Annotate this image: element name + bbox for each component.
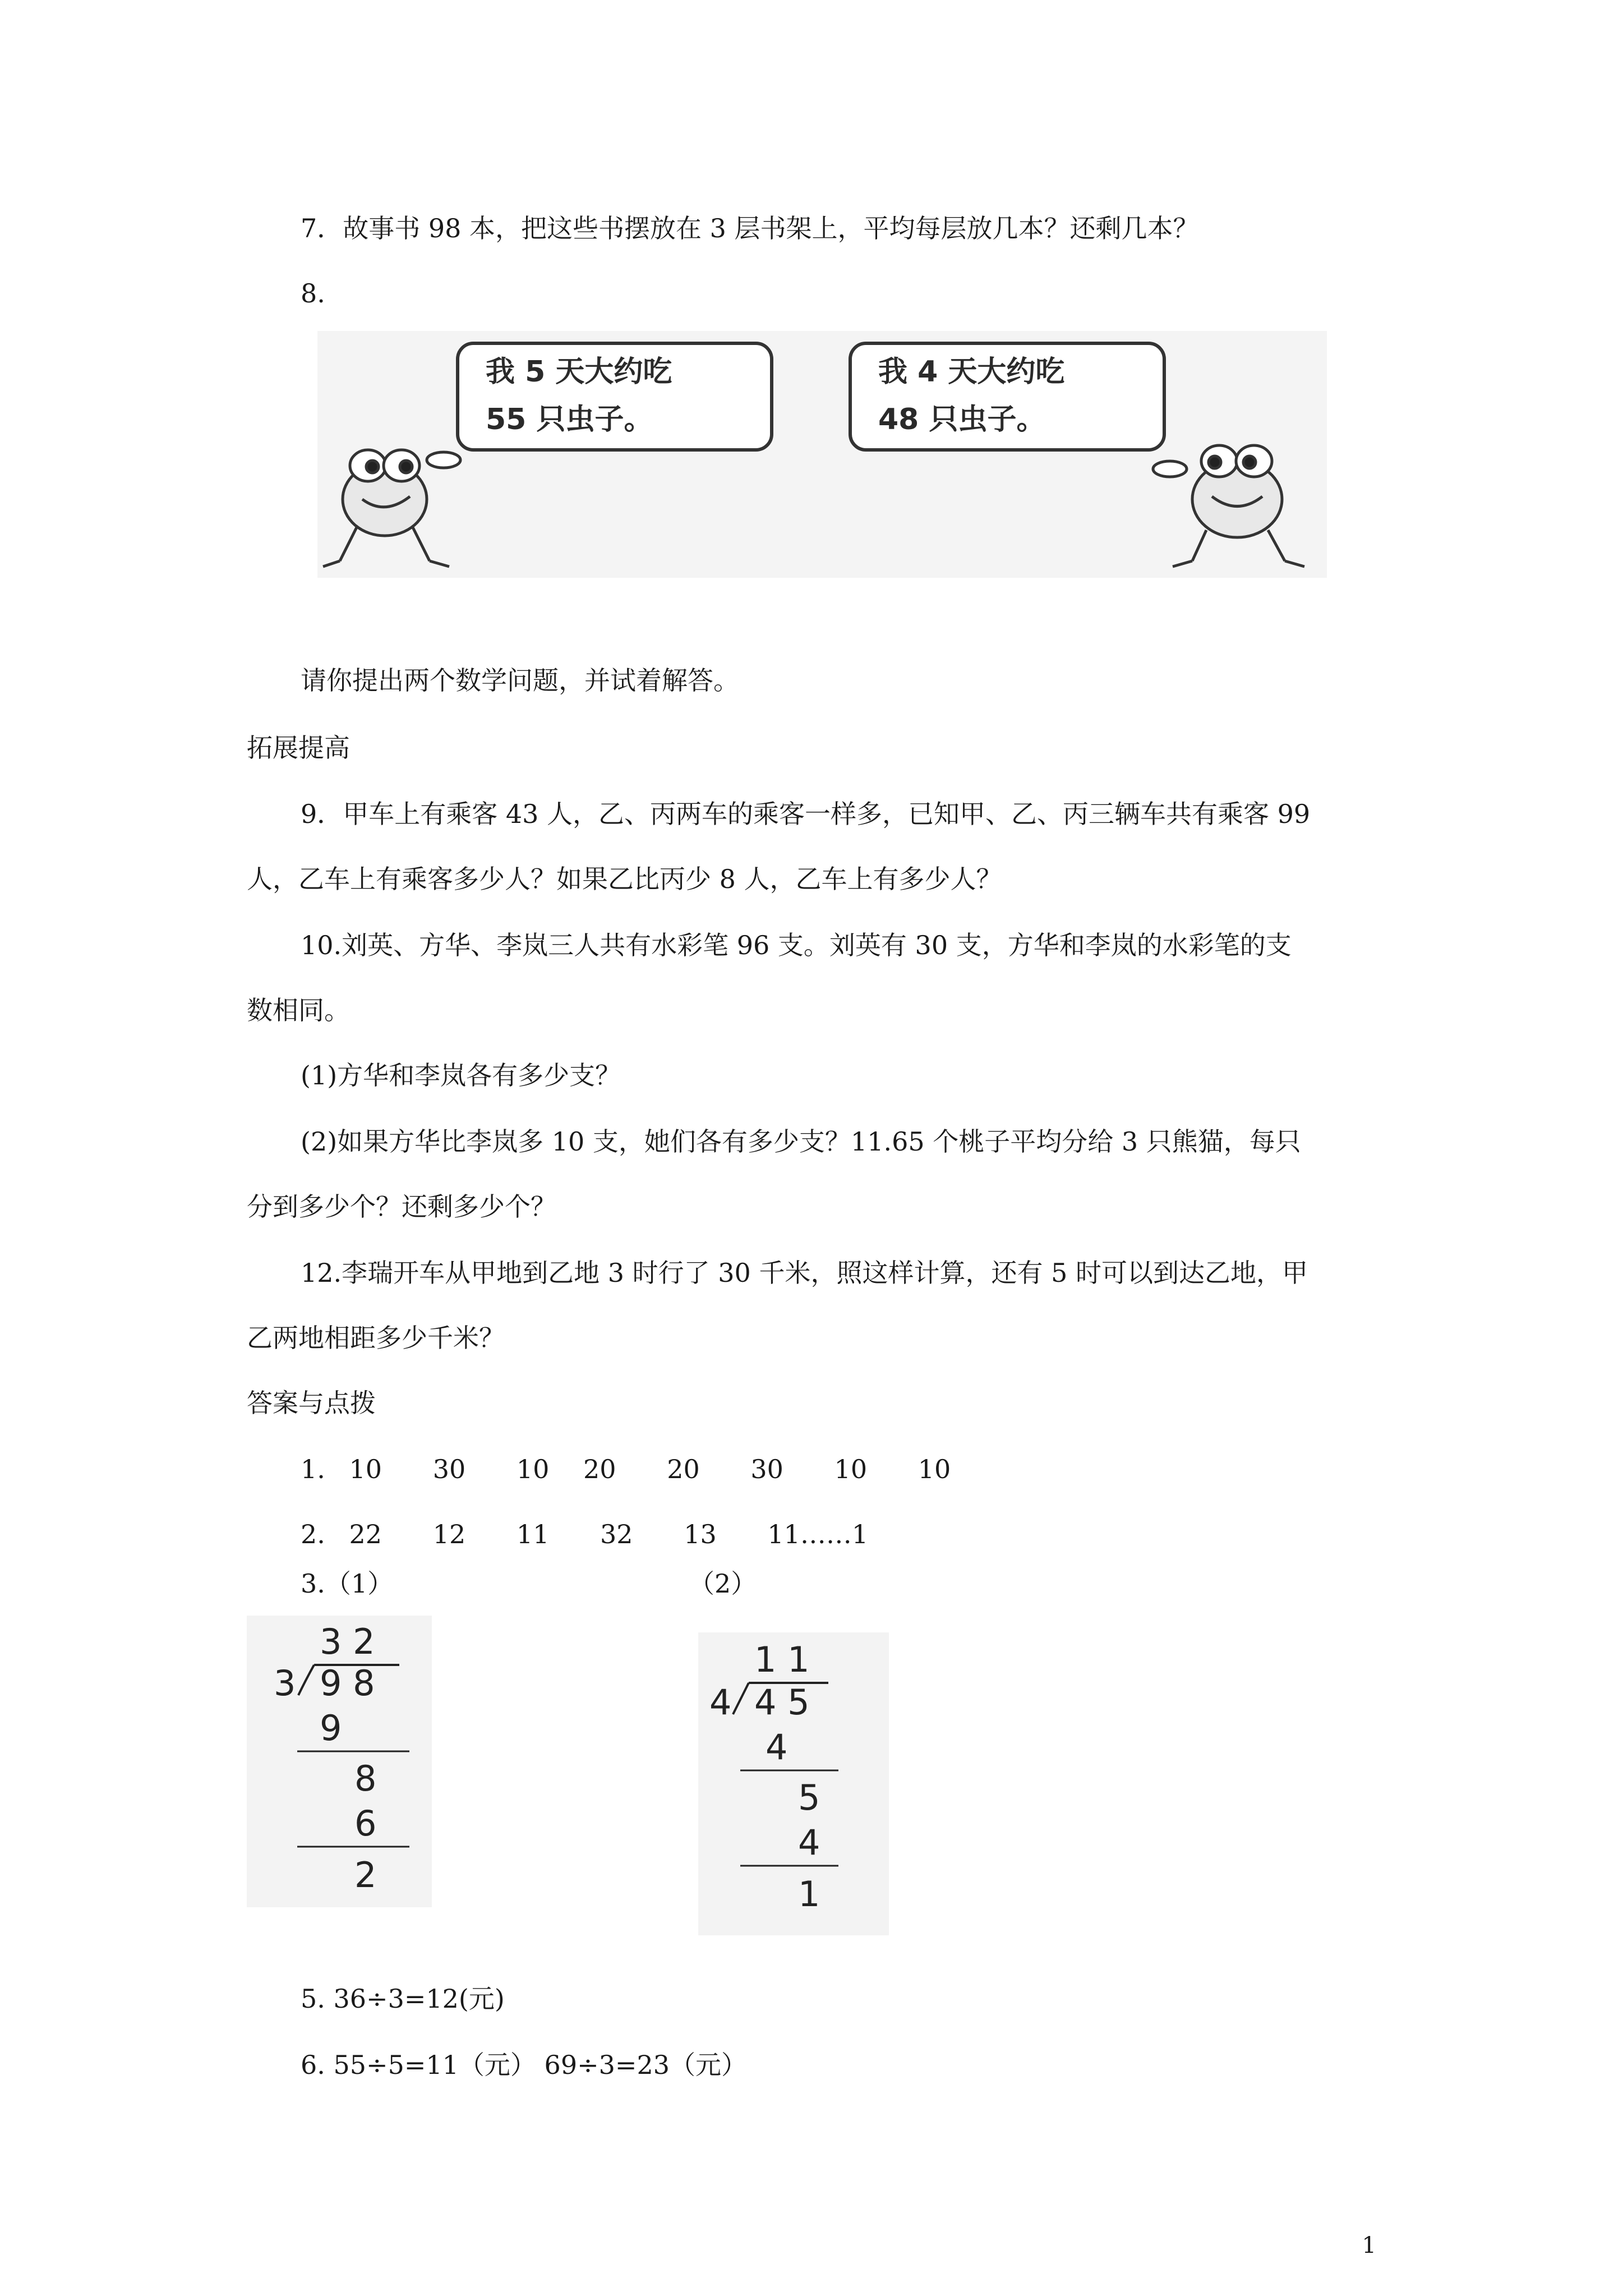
right-bubble-line-1: 我 4 天大约吃 (878, 355, 1065, 389)
step-bring-down: 5 (798, 1777, 820, 1818)
question-9-line-2: 人，乙车上有乘客多少人？如果乙比丙少 8 人，乙车上有多少人？ (247, 864, 1002, 894)
answer-3-part-2-label: （2） (689, 1568, 757, 1599)
dividend: 9 8 (320, 1663, 375, 1704)
answer-2-value: 12 (432, 1519, 466, 1549)
question-10-sub-1: (1)方华和李岚各有多少支？ (301, 1060, 621, 1091)
answer-1-value: 20 (583, 1454, 616, 1484)
answer-6: 6. 55÷5=11（元） 69÷3=23（元） (301, 2050, 747, 2080)
left-frog-icon (323, 450, 449, 567)
question-8-label: 8. (301, 278, 325, 309)
question-10-sub-2-line-2: 分到多少个？还剩多少个？ (247, 1191, 556, 1222)
question-7: 7．故事书 98 本，把这些书摆放在 3 层书架上，平均每层放几本？还剩几本？ (301, 213, 1199, 243)
answer-2-value: 11 (516, 1519, 550, 1549)
answer-1-value: 10 (516, 1454, 550, 1484)
quotient: 1 1 (754, 1639, 810, 1680)
answer-1-label: 1. (301, 1454, 325, 1484)
answer-1-value: 10 (917, 1454, 951, 1484)
division-bracket-icon (733, 1683, 749, 1714)
answer-2-label: 2. (301, 1519, 325, 1549)
answer-2-value: 11……1 (767, 1519, 869, 1549)
left-bubble-line-1: 我 5 天大约吃 (486, 355, 672, 389)
answer-2-value: 22 (349, 1519, 382, 1549)
answer-2-value: 13 (684, 1519, 717, 1549)
remainder: 2 (354, 1855, 377, 1895)
answer-1-value: 30 (750, 1454, 783, 1484)
section-heading-extend: 拓展提高 (247, 733, 350, 763)
divisor: 3 (274, 1663, 296, 1704)
question-9-line-1: 9．甲车上有乘客 43 人，乙、丙两车的乘客一样多，已知甲、乙、丙三辆车共有乘客 99 (301, 799, 1311, 829)
frog-comic-illustration (317, 331, 1327, 578)
right-bubble-line-2: 48 只虫子。 (878, 403, 1046, 436)
step-1-product: 4 (766, 1727, 788, 1768)
thought-dot-icon (427, 452, 460, 468)
question-8-prompt: 请你提出两个数学问题，并试着解答。 (301, 665, 739, 696)
page-number: 1 (1362, 2233, 1376, 2258)
step-1-product: 9 (320, 1708, 342, 1749)
long-division-2 (698, 1632, 889, 1935)
section-heading-answers: 答案与点拨 (247, 1388, 376, 1418)
division-bracket-icon (298, 1665, 314, 1695)
question-12-line-2: 乙两地相距多少千米？ (247, 1323, 505, 1353)
answer-2-value: 32 (600, 1519, 633, 1549)
divisor: 4 (709, 1682, 732, 1723)
answer-2 (301, 1521, 868, 1547)
step-2-product: 4 (798, 1822, 820, 1863)
right-frog-icon (1173, 445, 1304, 567)
answer-1 (301, 1456, 951, 1482)
remainder: 1 (798, 1874, 820, 1915)
answer-3-label: 3.（1） (301, 1568, 394, 1599)
question-10-line-2: 数相同。 (247, 995, 350, 1025)
question-10-sub-2-line-1: (2)如果方华比李岚多 10 支，她们各有多少支？11.65 个桃子平均分给 3 只熊猫，每只 (301, 1126, 1301, 1157)
answer-1-value: 30 (432, 1454, 466, 1484)
step-bring-down: 8 (354, 1758, 377, 1799)
left-bubble-line-2: 55 只虫子。 (486, 403, 653, 436)
thought-dot-icon (1153, 461, 1187, 477)
answer-1-value: 10 (349, 1454, 382, 1484)
long-division-1 (247, 1616, 432, 1907)
step-2-product: 6 (354, 1803, 377, 1844)
question-10-line-1: 10.刘英、方华、李岚三人共有水彩笔 96 支。刘英有 30 支，方华和李岚的水彩笔的支 (301, 930, 1292, 960)
answer-1-value: 10 (834, 1454, 868, 1484)
answer-5: 5. 36÷3=12(元) (301, 1984, 505, 2014)
question-12-line-1: 12.李瑞开车从甲地到乙地 3 时行了 30 千米，照这样计算，还有 5 时可以到达乙地，甲 (301, 1258, 1308, 1288)
dividend: 4 5 (754, 1682, 810, 1723)
quotient: 3 2 (320, 1621, 375, 1662)
answer-1-value: 20 (667, 1454, 700, 1484)
